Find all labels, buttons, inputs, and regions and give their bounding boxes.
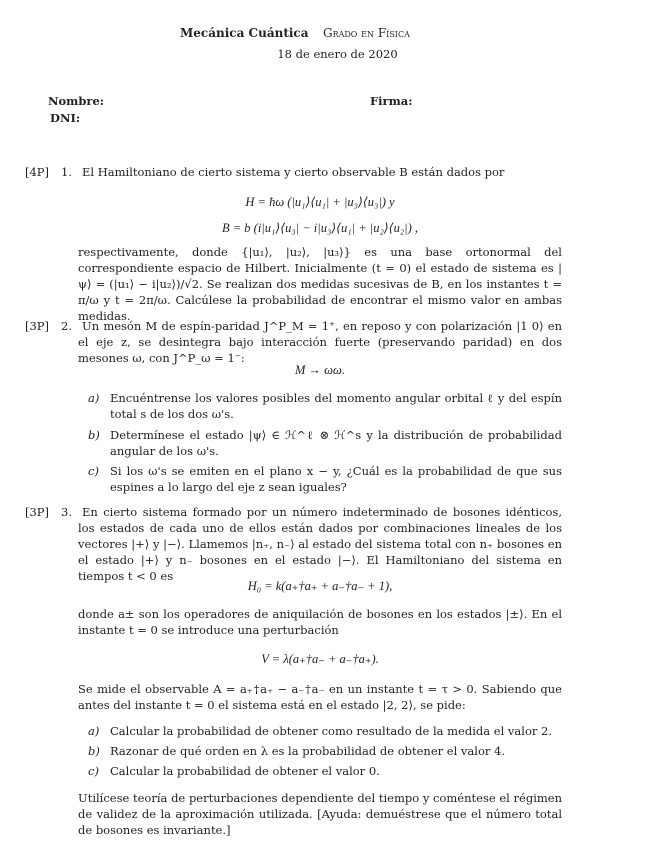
problem-1-eq-hamiltonian: H = ħω (|u₁⟩⟨u₁| + |u₃⟩⟨u₃|) y [245,195,395,209]
problem-2-number: 2. [61,319,72,333]
problem-3-item-a [88,723,562,739]
item-text: Calcular la probabilidad de obtener como resultado de la medida el valor 2. [110,724,552,738]
problem-3-mid: donde a± son los operadores de aniquilación de bosones en los estados |±⟩. En el instante t = 0 se introduce una perturbación [78,607,562,637]
item-text: Si los ω's se emiten en el plano x − y, ¿Cuál es la probabilidad de que sus espines a lo largo del eje z sean iguales? [110,464,562,494]
item-label: a) [88,724,100,738]
problem-3-item-c [88,763,562,779]
degree-title: Grado en Física [323,26,410,40]
problem-1-eq-observable: B = b (i|u₁⟩⟨u₃| − i|u₃⟩⟨u₁| + |u₂⟩⟨u₂|) , [221,221,419,235]
problem-3-body: Se mide el observable A = a₊†a₊ − a₋†a₋ en un instante t = τ > 0. Sabiendo que antes del instante t = 0 el sistema está en el estado |2, 2⟩, se pide: [78,682,562,712]
problem-1-intro: El Hamiltoniano de cierto sistema y cierto observable B están dados por [82,165,505,179]
problem-3-closing: Utilícese teoría de perturbaciones dependiente del tiempo y coméntese el régimen de validez de la aproximación utilizada. [Ayuda: demuéstrese que el número total de bosones es invariante.] [78,791,562,837]
problem-1-number: 1. [61,165,72,179]
item-label: b) [88,744,100,758]
item-label: c) [88,764,99,778]
course-title: Mecánica Cuántica [180,26,309,40]
exam-date: 18 de enero de 2020 [277,47,398,61]
problem-2-intro: Un mesón M de espín-paridad J^P_M = 1⁺, en reposo y con polarización |1 0⟩ en el eje z, se desintegra bajo interacción fuerte (preservando paridad) en dos mesones ω, con J^P_ω = 1⁻: [78,319,562,365]
problem-3-item-b [88,743,562,759]
problem-2-item-b [88,427,562,459]
problem-3-eq-perturbation: V = λ(a₊†a₋ + a₋†a₊). [261,652,379,666]
item-text: Razonar de qué orden en λ es la probabilidad de obtener el valor 4. [110,744,505,758]
item-text: Encuéntrense los valores posibles del momento angular orbital ℓ y del espín total s de los dos ω's. [110,391,562,421]
signature-label: Firma: [370,94,413,108]
item-label: a) [88,391,100,405]
item-label: b) [88,428,100,442]
problem-3-points: [3P] [25,505,50,519]
problem-3-eq-hamiltonian: H₀ = k(a₊†a₊ + a₋†a₋ + 1), [247,579,393,593]
item-label: c) [88,464,99,478]
item-text: Calcular la probabilidad de obtener el valor 0. [110,764,380,778]
problem-3-number: 3. [61,505,72,519]
problem-2-eq-decay: M → ωω. [295,363,345,377]
name-label: Nombre: [48,94,105,108]
problem-1-body: respectivamente, donde {|u₁⟩, |u₂⟩, |u₃⟩} es una base ortonormal del correspondiente espacio de Hilbert. Inicialmente (t = 0) el estado de sistema es |ψ⟩ = (|u₁⟩ − i|u₂⟩)/√2. Se realizan dos medidas sucesivas de B, en los instantes t = π/ω y t = 2π/ω. Calcúlese la probabilidad de encontrar el mismo valor en ambas medidas. [78,245,562,323]
problem-2-item-c [88,463,562,495]
problem-2-item-a [88,390,562,422]
problem-3-intro: En cierto sistema formado por un número indeterminado de bosones idénticos, los estados de cada uno de ellos están dados por combinaciones lineales de los vectores |+⟩ y |−⟩. Llamemos |n₊, n₋⟩ al estado del sistema total con n₊ bosones en el estado |+⟩ y n₋ bosones en el estado |−⟩. El Hamiltoniano del sistema en tiempos t < 0 es [78,505,562,583]
problem-2-points: [3P] [25,319,50,333]
problem-1-points: [4P] [25,165,50,179]
item-text: Determínese el estado |ψ⟩ ∈ ℋ^ℓ ⊗ ℋ^s y la distribución de probabilidad angular de los ω's. [110,428,562,458]
dni-label: DNI: [50,111,81,125]
